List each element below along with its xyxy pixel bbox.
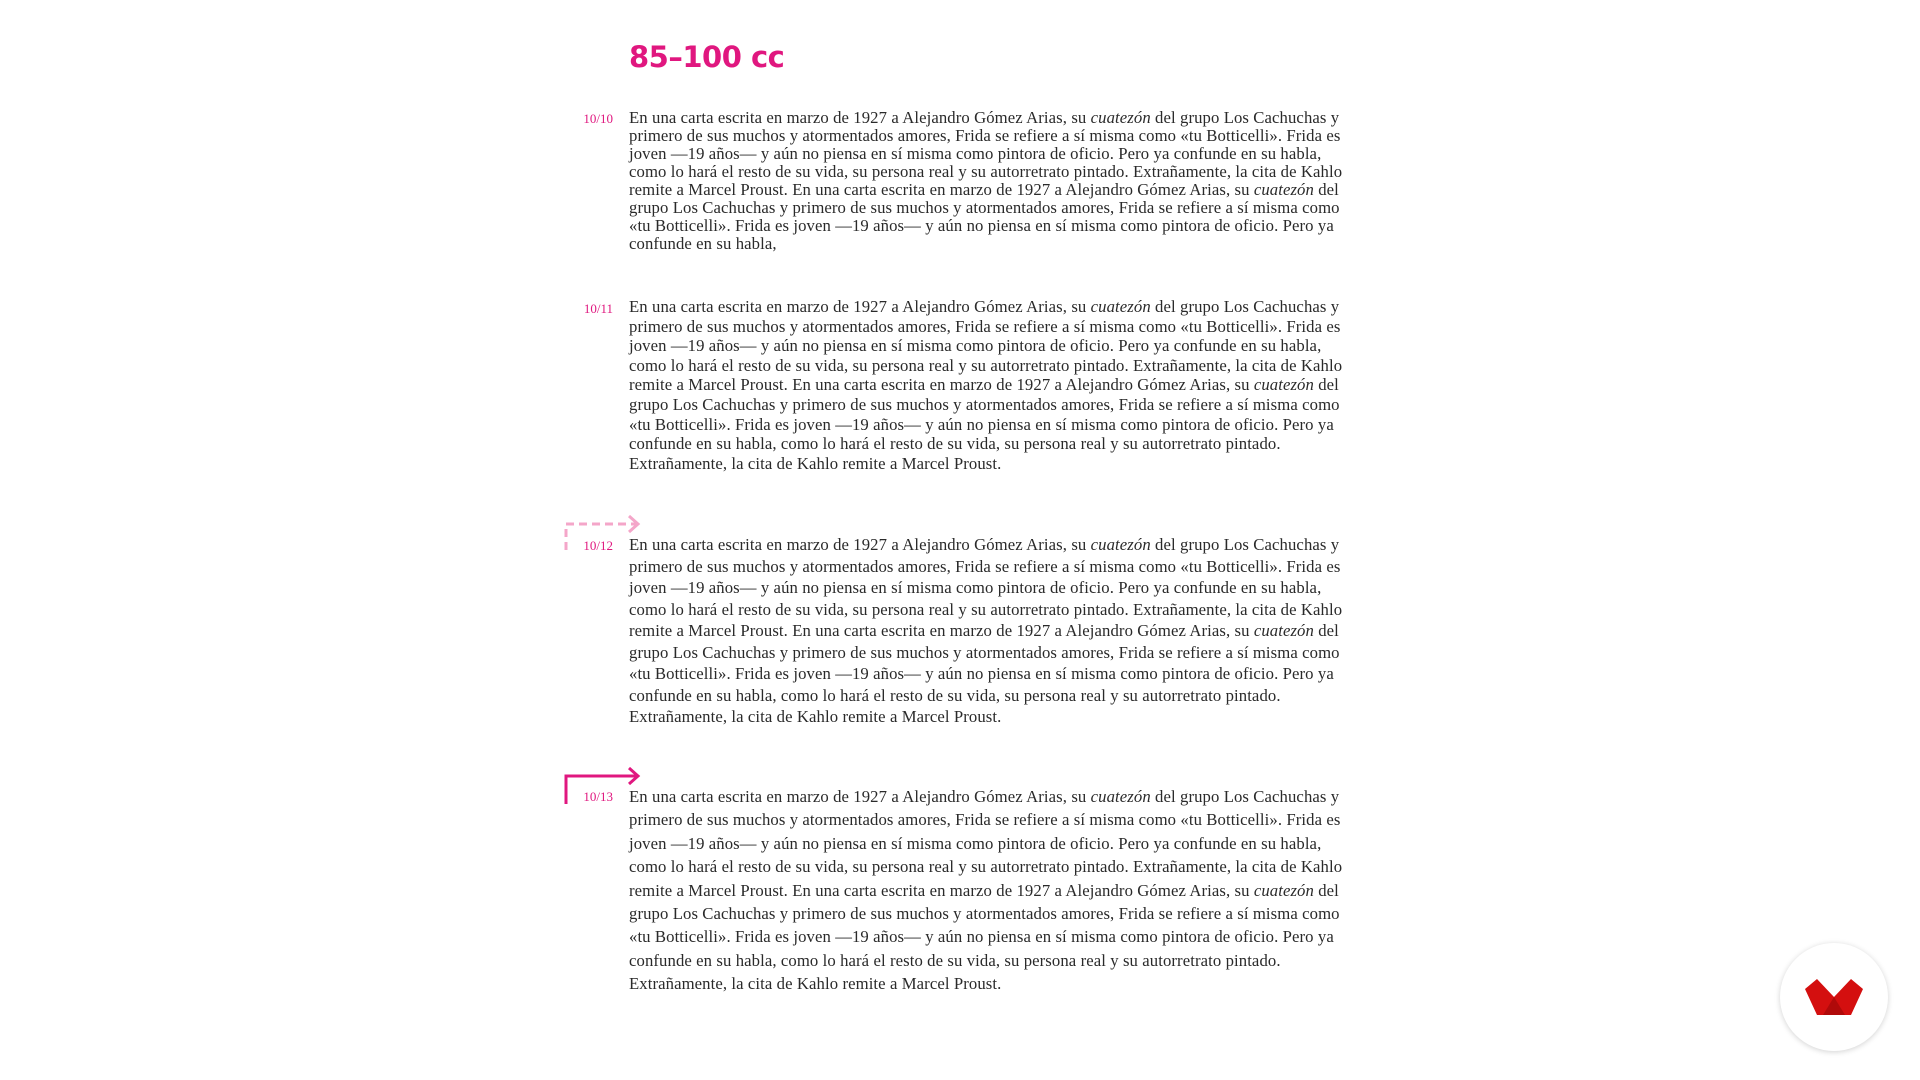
sample-label: 10/13 (583, 789, 613, 804)
brand-logo-icon (1805, 977, 1863, 1017)
sample-label: 10/12 (583, 538, 613, 553)
sample-paragraph: En una carta escrita en marzo de 1927 a Alejandro Gómez Arias, su cuatezón del grupo Los Cachuchas y primero de sus muchos y atormentados amores, Frida se refiere a sí misma como «tu Botticelli». Frida es joven —19 años— y aún no piensa en sí misma como pintora de oficio. Pero ya confunde en su habla, como lo hará el resto de su vida, su persona real y su autorretrato pintado. Extrañamente, la cita de Kahlo remite a Marcel Proust. En una carta escrita en marzo de 1927 a Alejandro Gómez Arias, su cuatezón del grupo Los Cachuchas y primero de sus muchos y atormentados amores, Frida se refiere a sí misma como «tu Botticelli». Frida es joven —19 años— y aún no piensa en sí misma como pintora de oficio. Pero ya confunde en su habla, como lo hará el resto de su vida, su persona real y su autorretrato pintado. Extrañamente, la cita de Kahlo remite a Marcel Proust. (629, 297, 1343, 473)
brand-logo-button[interactable] (1780, 943, 1888, 1051)
sample-paragraph: En una carta escrita en marzo de 1927 a Alejandro Gómez Arias, su cuatezón del grupo Los Cachuchas y primero de sus muchos y atormentados amores, Frida se refiere a sí misma como «tu Botticelli». Frida es joven —19 años— y aún no piensa en sí misma como pintora de oficio. Pero ya confunde en su habla, como lo hará el resto de su vida, su persona real y su autorretrato pintado. Extrañamente, la cita de Kahlo remite a Marcel Proust. En una carta escrita en marzo de 1927 a Alejandro Gómez Arias, su cuatezón del grupo Los Cachuchas y primero de sus muchos y atormentados amores, Frida se refiere a sí misma como «tu Botticelli». Frida es joven —19 años— y aún no piensa en sí misma como pintora de oficio. Pero ya confunde en su habla, como lo hará el resto de su vida, su persona real y su autorretrato pintado. Extrañamente, la cita de Kahlo remite a Marcel Proust. (629, 787, 1343, 994)
page-title: 85–100 cc (629, 40, 785, 74)
sample-paragraph: En una carta escrita en marzo de 1927 a Alejandro Gómez Arias, su cuatezón del grupo Los Cachuchas y primero de sus muchos y atormentados amores, Frida se refiere a sí misma como «tu Botticelli». Frida es joven —19 años— y aún no piensa en sí misma como pintora de oficio. Pero ya confunde en su habla, como lo hará el resto de su vida, su persona real y su autorretrato pintado. Extrañamente, la cita de Kahlo remite a Marcel Proust. En una carta escrita en marzo de 1927 a Alejandro Gómez Arias, su cuatezón del grupo Los Cachuchas y primero de sus muchos y atormentados amores, Frida se refiere a sí misma como «tu Botticelli». Frida es joven —19 años— y aún no piensa en sí misma como pintora de oficio. Pero ya confunde en su habla, (629, 108, 1343, 253)
sample-label: 10/11 (583, 301, 613, 316)
sample-label: 10/10 (583, 111, 613, 126)
sample-paragraph: En una carta escrita en marzo de 1927 a Alejandro Gómez Arias, su cuatezón del grupo Los Cachuchas y primero de sus muchos y atormentados amores, Frida se refiere a sí misma como «tu Botticelli». Frida es joven —19 años— y aún no piensa en sí misma como pintora de oficio. Pero ya confunde en su habla, como lo hará el resto de su vida, su persona real y su autorretrato pintado. Extrañamente, la cita de Kahlo remite a Marcel Proust. En una carta escrita en marzo de 1927 a Alejandro Gómez Arias, su cuatezón del grupo Los Cachuchas y primero de sus muchos y atormentados amores, Frida se refiere a sí misma como «tu Botticelli». Frida es joven —19 años— y aún no piensa en sí misma como pintora de oficio. Pero ya confunde en su habla, como lo hará el resto de su vida, su persona real y su autorretrato pintado. Extrañamente, la cita de Kahlo remite a Marcel Proust. (629, 535, 1343, 726)
